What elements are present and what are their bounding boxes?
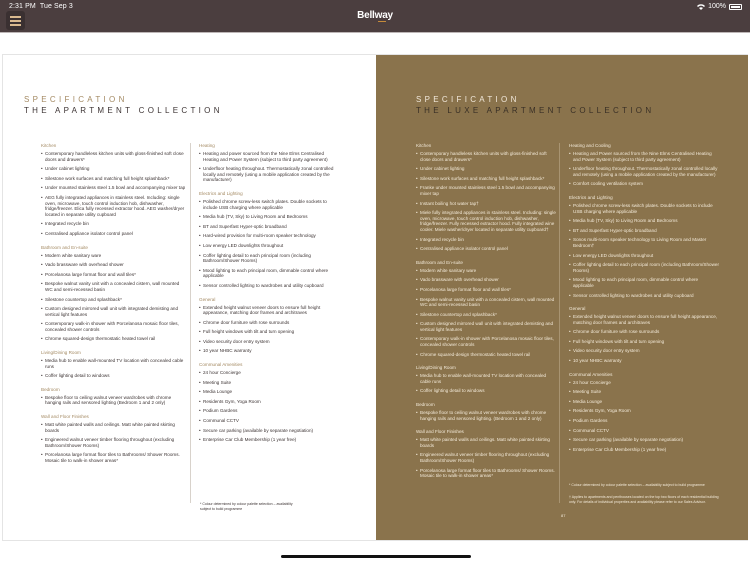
spec-item: • Bespoke floor to ceiling walnut veneer wardrobes with chrome hanging rails and sensored lighting (Bedroom 1 and 2 only) bbox=[41, 395, 187, 406]
spec-item: • Enterprise Car Club Membership (1 year free) bbox=[569, 447, 719, 453]
spec-item: • 10 year NHBC warranty bbox=[569, 358, 719, 364]
spec-item: • Silestone work surfaces and matching full height splashback* bbox=[416, 176, 556, 182]
section-title: Heating bbox=[199, 143, 215, 148]
spec-item: • Comfort cooling ventilation system bbox=[569, 181, 719, 187]
spec-item: • Meeting Suite bbox=[569, 389, 719, 395]
spec-item: • Extended height walnut veneer doors to ensure full height appearance, matching door frames and architraves bbox=[199, 305, 339, 316]
section-title: General bbox=[569, 306, 586, 312]
spec-column-2 bbox=[199, 143, 339, 451]
page-eyebrow: SPECIFICATION bbox=[416, 95, 520, 104]
spec-item: • Heating and Power sourced from the Nine Elms Centralised Heating and Power System (subject to third party agreement) bbox=[569, 151, 719, 162]
spec-item: • Contemporary handleless kitchen units with gloss-finished soft close doors and drawers* bbox=[416, 151, 556, 162]
spec-list bbox=[41, 422, 187, 464]
section-title: Communal Amenities bbox=[199, 362, 243, 368]
spec-item: • Communal CCTV bbox=[199, 418, 339, 424]
brand-logo: Bellway bbox=[357, 10, 393, 21]
column-divider bbox=[559, 143, 560, 503]
spec-list bbox=[199, 370, 339, 443]
spec-item: • 10 year NHBC warranty bbox=[199, 348, 339, 354]
spec-item: • Contemporary walk-in shower with Porcelanosa mosaic floor tiles, concealed shower controls bbox=[416, 336, 556, 347]
spec-item: • Underfloor heating throughout. Thermostatically zonal controlled locally and remotely (using a mobile application created by the manufacturer) bbox=[569, 166, 719, 177]
section-title: Electrics and Lighting bbox=[199, 190, 243, 196]
spec-item: • Contemporary handleless kitchen units with gloss-finished soft close doors and drawers* bbox=[41, 151, 187, 162]
spec-item: • Engineered walnut veneer timber flooring throughout (excluding Bathroom/Shower Rooms) bbox=[416, 452, 556, 463]
spec-item: • Engineered walnut veneer timber flooring throughout (excluding Bathroom/Shower Rooms) bbox=[41, 437, 187, 448]
spec-item: • Low energy LED downlights throughout bbox=[199, 243, 339, 249]
spec-item: • Polished chrome screw-less switch plates. Double sockets to include USB charging where applicable bbox=[569, 203, 719, 214]
spec-list bbox=[416, 410, 556, 421]
spec-list bbox=[569, 380, 719, 453]
spec-item: • Vado brassware with overhead shower bbox=[416, 277, 556, 283]
status-time: 2:31 PM Tue Sep 3 bbox=[9, 3, 73, 10]
spec-item: • Chrome door furniture with rose surrounds bbox=[569, 329, 719, 335]
spec-item: • Modern white sanitary ware bbox=[416, 268, 556, 274]
footnote-colour: * Colour determined by colour palette selection – availability subject to build programme bbox=[569, 483, 705, 487]
spec-item: • Instant boiling hot water tap† bbox=[416, 201, 556, 207]
column-divider bbox=[190, 143, 191, 503]
spec-item: • Sonos multi-room speaker technology to Living Room and Master Bedroom† bbox=[569, 237, 719, 248]
footnote: * Colour determined by colour palette selection – availability subject to build programme bbox=[200, 502, 293, 511]
page-apartment-collection bbox=[3, 55, 375, 540]
brand-logo-swoosh bbox=[378, 21, 386, 22]
spec-item: • Coffer lighting detail to windows bbox=[41, 373, 187, 379]
spec-item: • Bespoke walnut vanity unit with a concealed cistern, wall mounted WC and semi-recessed basin bbox=[41, 281, 187, 292]
spec-item: • Coffer lighting detail to each principal room (including Bathroom/Shower Rooms) bbox=[199, 253, 339, 264]
spec-item: • Porcelanosa large format floor and wall tiles* bbox=[41, 272, 187, 278]
battery-percent: 100% bbox=[708, 3, 726, 10]
spec-column-1 bbox=[416, 143, 556, 487]
spec-item: • Media hub to enable wall-mounted TV location with concealed cable runs bbox=[41, 358, 187, 369]
spec-item: • Hard-wired provision for multi-room speaker technology bbox=[199, 233, 339, 239]
spec-column-1 bbox=[41, 143, 187, 472]
spec-item: • Polished chrome screw-less switch plates. Double sockets to include USB charging where applicable bbox=[199, 199, 339, 210]
spec-item: • Secure car parking (available by separate negotiation) bbox=[199, 428, 339, 434]
spec-item: • Silestone countertop and splashback* bbox=[41, 297, 187, 303]
spec-column-2 bbox=[569, 143, 719, 460]
spec-list bbox=[569, 203, 719, 298]
spec-list bbox=[41, 358, 187, 379]
spec-item: • Integrated recycle bin bbox=[416, 237, 556, 243]
spec-item: • Centralised appliance isolator control panel bbox=[416, 246, 556, 252]
spec-item: • Media hub (TV, Sky) to Living Room and Bedrooms bbox=[199, 214, 339, 220]
spec-list bbox=[416, 151, 556, 252]
spec-item: • 24 hour Concierge bbox=[569, 380, 719, 386]
spec-item: • Residents Gym, Yoga Room bbox=[569, 408, 719, 414]
spec-item: • AEG fully integrated appliances in stainless steel. Including: single oven, microwave, touch control induction hob, dishwasher, fridge/freezer. Elica fully recessed extractor hood. AEG washer/dryer located in separate utility cupboard bbox=[41, 195, 187, 217]
wifi-icon bbox=[697, 4, 705, 10]
spec-item: • Custom designed mirrored wall unit with integrated demisting and vertical light features bbox=[416, 321, 556, 332]
spec-item: • BT and Superfast Hyper-optic broadband bbox=[569, 228, 719, 234]
section-title: Electrics and Lighting bbox=[569, 194, 613, 200]
page-eyebrow: SPECIFICATION bbox=[24, 95, 128, 104]
section-title: Communal Amenities bbox=[569, 371, 613, 377]
spec-item: • Porcelanosa large format floor and wall tiles* bbox=[416, 287, 556, 293]
page-title: THE LUXE APARTMENT COLLECTION bbox=[416, 106, 655, 115]
spec-item: • Under cabinet lighting bbox=[41, 166, 187, 172]
spec-item: • Franke under mounted stainless steel 1.5 bowl and accompanying mixer tap bbox=[416, 185, 556, 196]
spec-item: • Matt white painted walls and ceilings. Matt white painted skirting boards bbox=[41, 422, 187, 433]
spec-item: • Contemporary walk-in shower with Porcelanosa mosaic floor tiles, concealed shower controls bbox=[41, 321, 187, 332]
spec-item: • Matt white painted walls and ceilings. Matt white painted skirting boards bbox=[416, 437, 556, 448]
section-title: Kitchen bbox=[41, 143, 57, 148]
spec-item: • Sensor controlled lighting to wardrobes and utility cupboard bbox=[569, 293, 719, 299]
section-title: Wall and Floor Finishes bbox=[41, 414, 89, 420]
status-indicators bbox=[697, 3, 742, 10]
spec-item: • Media Lounge bbox=[199, 389, 339, 395]
spec-item: • Underfloor heating throughout. Thermostatically zonal controlled locally and remotely (using a mobile application created by the manufacturer) bbox=[199, 166, 339, 183]
section-title: Wall and Floor Finishes bbox=[416, 429, 464, 435]
spec-item: • Media hub (TV, Sky) to Living Room and Bedrooms bbox=[569, 218, 719, 224]
home-indicator[interactable] bbox=[281, 555, 471, 558]
section-title: Bedroom bbox=[41, 386, 60, 392]
brochure-spread bbox=[2, 54, 748, 541]
spec-item: • Chrome door furniture with rose surrounds bbox=[199, 320, 339, 326]
spec-item: • Mood lighting to each principal room, dimmable control where applicable bbox=[199, 268, 339, 279]
spec-item: • Porcelanosa large format floor tiles to Bathrooms/ Shower Rooms. Mosaic tile to walk-in shower areas* bbox=[41, 452, 187, 463]
spec-list bbox=[416, 268, 556, 358]
spec-item: • Custom designed mirrored wall unit with integrated demisting and vertical light features bbox=[41, 306, 187, 317]
spec-list bbox=[416, 437, 556, 479]
spec-list bbox=[199, 305, 339, 355]
spec-item: • Mood lighting to each principal room, dimmable control where applicable bbox=[569, 277, 719, 288]
spec-list bbox=[199, 199, 339, 289]
spec-list bbox=[569, 314, 719, 364]
section-title: Heating and Cooling bbox=[569, 143, 611, 148]
spec-item: • Podium Gardens bbox=[199, 408, 339, 414]
spec-list bbox=[41, 253, 187, 343]
section-title: General bbox=[199, 296, 216, 302]
spec-item: • Chrome squared-design thermostatic heated towel rail bbox=[416, 352, 556, 358]
spec-item: • Sensor controlled lighting to wardrobes and utility cupboard bbox=[199, 283, 339, 289]
spec-item: • Meeting Suite bbox=[199, 380, 339, 386]
spec-item: • Coffer lighting detail to each principal room (including Bathroom/Shower Rooms) bbox=[569, 262, 719, 273]
spec-item: • Bespoke walnut vanity unit with a concealed cistern, wall mounted WC and semi-recessed basin bbox=[416, 297, 556, 308]
app-header bbox=[0, 0, 750, 33]
spec-item: • Video security door entry system bbox=[199, 339, 339, 345]
spec-item: • BT and Superfast Hyper-optic broadband bbox=[199, 224, 339, 230]
spec-item: • Modern white sanitary ware bbox=[41, 253, 187, 259]
spec-item: • Enterprise Car Club Membership (1 year free) bbox=[199, 437, 339, 443]
spec-list bbox=[41, 151, 187, 237]
spec-item: • Communal CCTV bbox=[569, 428, 719, 434]
spec-item: • Heating and power sourced from the Nine Elms Centralised Heating and Power System (subject to third party agreement) bbox=[199, 151, 339, 162]
spec-item: • Chrome squared-design thermostatic heated towel rail bbox=[41, 336, 187, 342]
page-luxe-apartment-collection bbox=[376, 55, 748, 540]
section-title: Kitchen bbox=[416, 143, 432, 148]
spec-item: • Full height windows with tilt and turn opening bbox=[199, 329, 339, 335]
spec-list bbox=[41, 395, 187, 406]
spec-item: • Under mounted stainless steel 1.5 bowl and accompanying mixer tap bbox=[41, 185, 187, 191]
spec-item: • Extended height walnut veneer doors to ensure full height appearance, matching door frames and architraves bbox=[569, 314, 719, 325]
spec-item: • Video security door entry system bbox=[569, 348, 719, 354]
spec-item: • Centralised appliance isolator control panel bbox=[41, 231, 187, 237]
spec-item: • Porcelanosa large format floor tiles to Bathrooms/ Shower Rooms. Mosaic tile to walk-in shower areas* bbox=[416, 468, 556, 479]
section-title: Living/Dining Room bbox=[416, 365, 456, 371]
spec-item: • Full height windows with tilt and turn opening bbox=[569, 339, 719, 345]
section-title: Living/Dining Room bbox=[41, 350, 81, 356]
spec-item: • 24 hour Concierge bbox=[199, 370, 339, 376]
spec-item: • Under cabinet lighting bbox=[416, 166, 556, 172]
battery-icon bbox=[729, 4, 742, 10]
section-title: Bedroom bbox=[416, 402, 435, 408]
page-number: 87 bbox=[561, 513, 566, 518]
page-title: THE APARTMENT COLLECTION bbox=[24, 106, 223, 115]
spec-item: • Silestone countertop and splashback* bbox=[416, 312, 556, 318]
footnote-applies: † Applies to apartments and penthouses located on the top two floors of each residential building only. For details of individual properties and availability please refer to our Sales Advisor. bbox=[569, 495, 719, 504]
section-title: Bathroom and En-suite bbox=[416, 259, 463, 265]
section-title: Bathroom and En-suite bbox=[41, 244, 88, 250]
spec-item: • Media hub to enable wall-mounted TV location with concealed cable runs bbox=[416, 373, 556, 384]
spec-item: • Media Lounge bbox=[569, 399, 719, 405]
spec-item: • Low energy LED downlights throughout bbox=[569, 253, 719, 259]
spec-item: • Secure car parking (available by separate negotiation) bbox=[569, 437, 719, 443]
spec-item: • Residents Gym, Yoga Room bbox=[199, 399, 339, 405]
spec-item: • Miele fully integrated appliances in stainless steel. Including: single oven, microwave, touch control induction hob, dishwasher, fridge/freezer. Fully recessed extractor hood. Fully integrated wine cooler. Miele washer/dryer located in separate utility cupboard† bbox=[416, 210, 556, 232]
spec-item: • Podium Gardens bbox=[569, 418, 719, 424]
spec-list bbox=[199, 151, 339, 183]
spec-item: • Silestone work surfaces and matching full height splashback* bbox=[41, 176, 187, 182]
spec-list bbox=[416, 373, 556, 394]
spec-item: • Coffer lighting detail to windows bbox=[416, 388, 556, 394]
spec-item: • Vado brassware with overhead shower bbox=[41, 262, 187, 268]
spec-list bbox=[569, 151, 719, 187]
spec-item: • Bespoke floor to ceiling walnut veneer wardrobes with chrome hanging rails and sensored lighting. (Bedroom 1 and 2 only) bbox=[416, 410, 556, 421]
spec-item: • Integrated recycle bin bbox=[41, 221, 187, 227]
